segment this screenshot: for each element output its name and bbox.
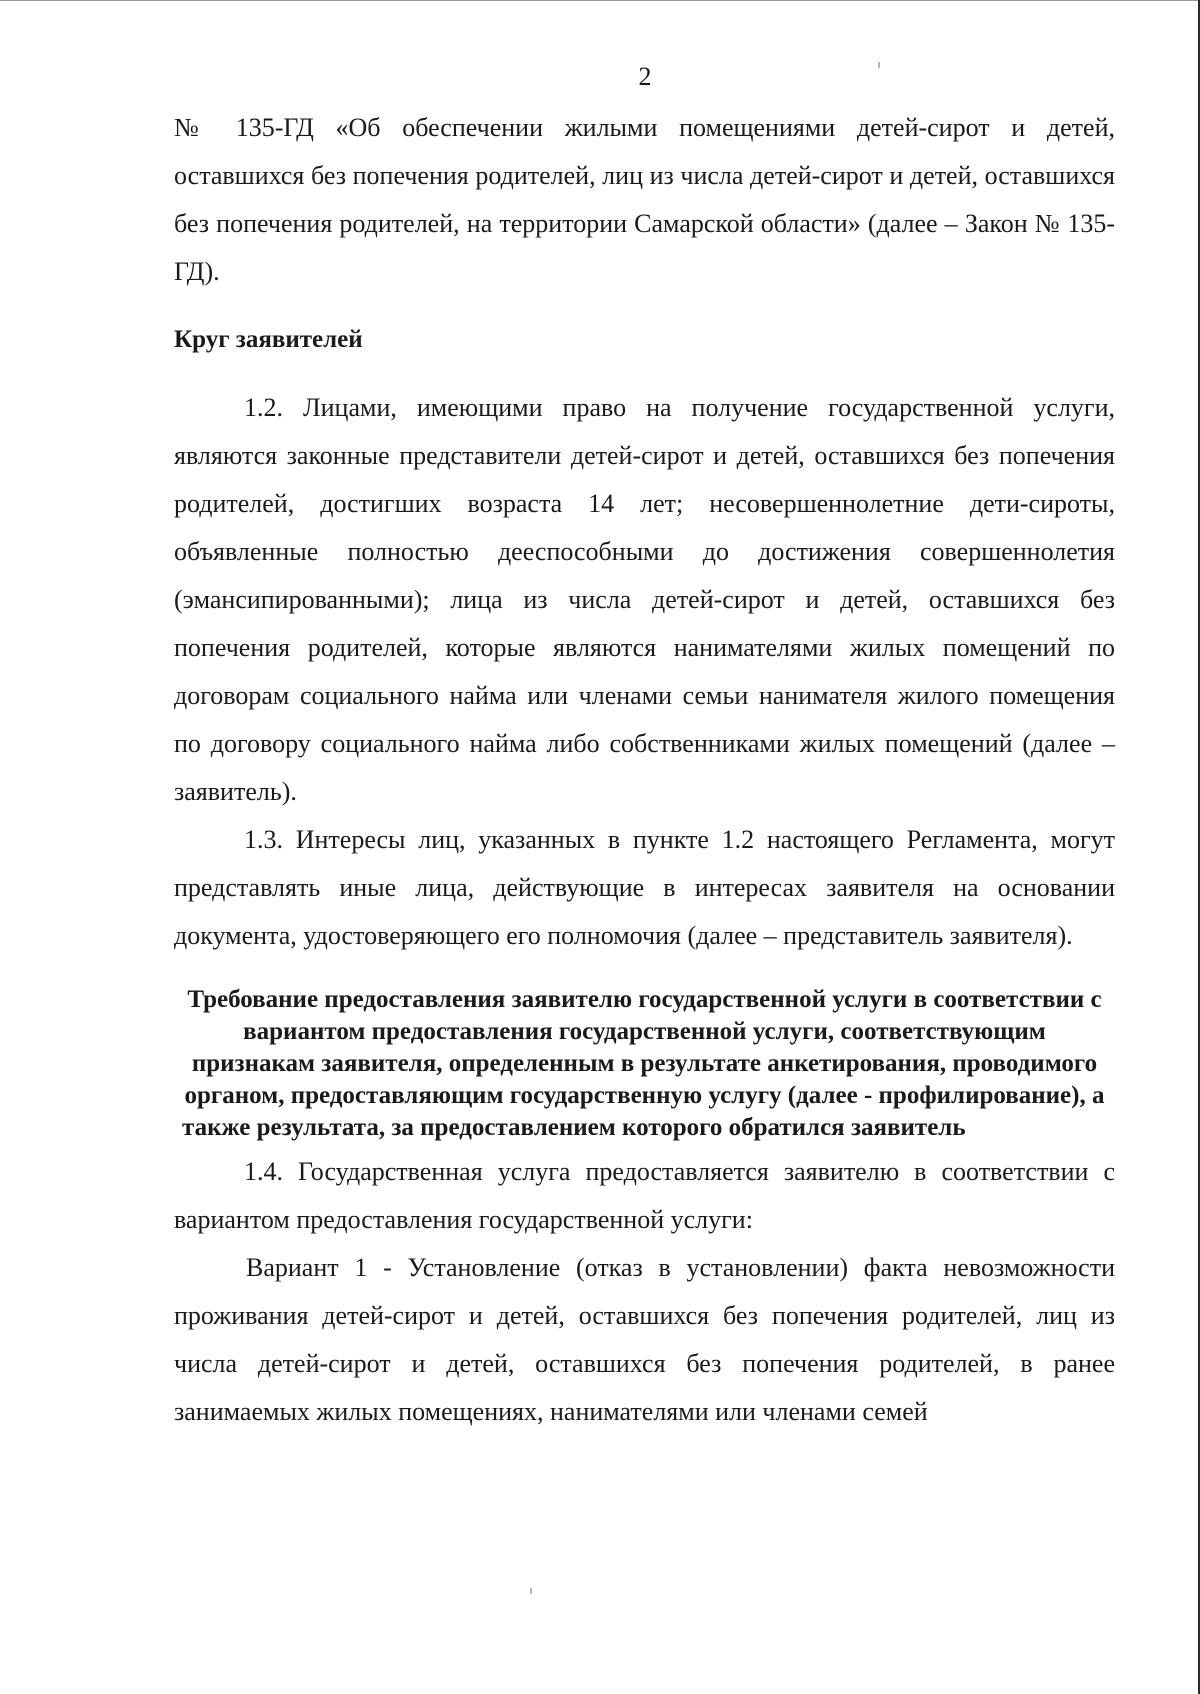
section-heading-requirement: Требование предоставления заявителю государственной услуги в соответствии с вариантом предоставления государственной услуги, соответствующим признакам заявителя, определенным в результате анкетирования, проводимого органом, предоставляющим государственную услугу (далее - профилирование), а также результата, за предоставлением которого обратился заявитель — [182, 986, 1105, 1141]
paragraph-variant-1: Вариант 1 - Установление (отказ в установлении) факта невозможности проживания детей-сирот и детей, оставшихся без попечения родителей, лиц из числа детей-сирот и детей, оставшихся без попечения родителей, в ранее занимаемых жилых помещениях, нанимателями или членами семей — [174, 1253, 1115, 1426]
scan-top-edge — [0, 0, 1200, 1]
paragraph-1-2: 1.2. Лицами, имеющими право на получение государственной услуги, являются законные представители детей-сирот и детей, оставшихся без попечения родителей, достигших возраста 14 лет; несовершеннолетние дети-сироты, объявленные полностью дееспособными до достижения совершеннолетия (эмансипированными); лица из числа детей-сирот и детей, оставшихся без попечения родителей, которые являются нанимателями жилых помещений по договорам социального найма или членами семьи нанимателя жилого помещения по договору социального найма либо собственниками жилых помещений (далее – заявитель). — [174, 393, 1115, 806]
section-heading-applicants: Круг заявителей — [174, 326, 363, 353]
intro-paragraph: № 135-ГД «Об обеспечении жилыми помещениями детей-сирот и детей, оставшихся без попечения родителей, лиц из числа детей-сирот и детей, оставшихся без попечения родителей, на территории Самарской области» (далее – Закон № 135-ГД). — [174, 113, 1115, 286]
paragraph-1-3: 1.3. Интересы лиц, указанных в пункте 1.2 настоящего Регламента, могут представлять иные лица, действующие в интересах заявителя на основании документа, удостоверяющего его полномочия (далее – представитель заявителя). — [174, 825, 1115, 950]
document-body — [174, 104, 1115, 1436]
page-number: 2 — [638, 62, 652, 91]
paragraph-1-4: 1.4. Государственная услуга предоставляется заявителю в соответствии с вариантом предоставления государственной услуги: — [174, 1157, 1115, 1234]
scan-speck — [530, 1588, 532, 1594]
